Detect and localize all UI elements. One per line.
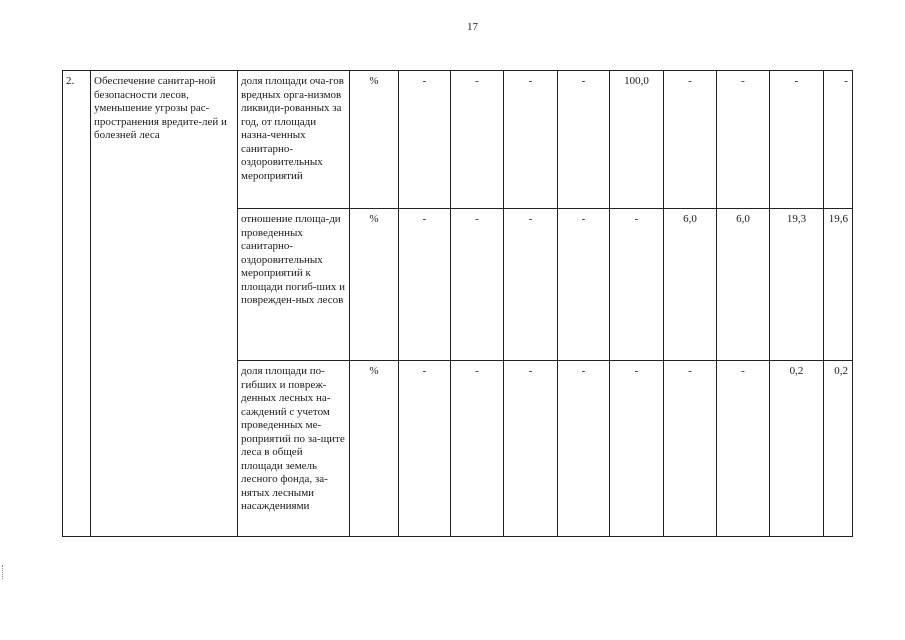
value-cell: -	[664, 71, 717, 209]
value-cell: -	[770, 71, 824, 209]
row-number: 2.	[66, 75, 75, 87]
table-row	[63, 71, 853, 209]
value-cell: 100,0	[610, 71, 664, 209]
value-cell: -	[558, 209, 610, 361]
unit-cell: %	[350, 209, 399, 361]
value-cell: 0,2	[824, 361, 853, 537]
value-cell: -	[451, 361, 504, 537]
page-number: 17	[467, 21, 478, 33]
value-cell: -	[451, 71, 504, 209]
unit-cell: %	[350, 361, 399, 537]
value-cell: -	[824, 71, 853, 209]
value-cell: -	[451, 209, 504, 361]
value-cell: -	[717, 361, 770, 537]
value-cell: -	[399, 361, 451, 537]
indicator-cell: отношение площа-ди проведенных санитарно-оздоровительных мероприятий к площади погиб-ших и поврежден-ных лесов	[238, 209, 350, 361]
value-cell: -	[558, 71, 610, 209]
scan-edge-mark	[2, 565, 6, 579]
value-cell: 6,0	[717, 209, 770, 361]
value-cell: 0,2	[770, 361, 824, 537]
task-text: Обеспечение санитар-ной безопасности лесов, уменьшение угрозы рас-пространения вредите-лей и болезней леса	[94, 75, 227, 141]
indicators-table	[62, 70, 853, 537]
value-cell: -	[558, 361, 610, 537]
value-cell: -	[717, 71, 770, 209]
value-cell: -	[504, 71, 558, 209]
task-cell	[91, 71, 238, 537]
value-cell: -	[664, 361, 717, 537]
value-cell: -	[504, 361, 558, 537]
value-cell: 19,3	[770, 209, 824, 361]
row-number-cell	[63, 71, 91, 537]
value-cell: -	[399, 209, 451, 361]
unit-cell: %	[350, 71, 399, 209]
value-cell: -	[399, 71, 451, 209]
value-cell: 19,6	[824, 209, 853, 361]
value-cell: -	[504, 209, 558, 361]
indicator-cell: доля площади оча-гов вредных орга-низмов ликвиди-рованных за год, от площади назна-ченных санитарно-оздоровительных мероприятий	[238, 71, 350, 209]
value-cell: 6,0	[664, 209, 717, 361]
value-cell: -	[610, 361, 664, 537]
indicator-cell: доля площади по-гибших и повреж-денных лесных на-саждений с учетом проведенных ме-роприятий по за-щите леса в общей площади земель лесного фонда, за-нятых лесными насаждениями	[238, 361, 350, 537]
value-cell: -	[610, 209, 664, 361]
